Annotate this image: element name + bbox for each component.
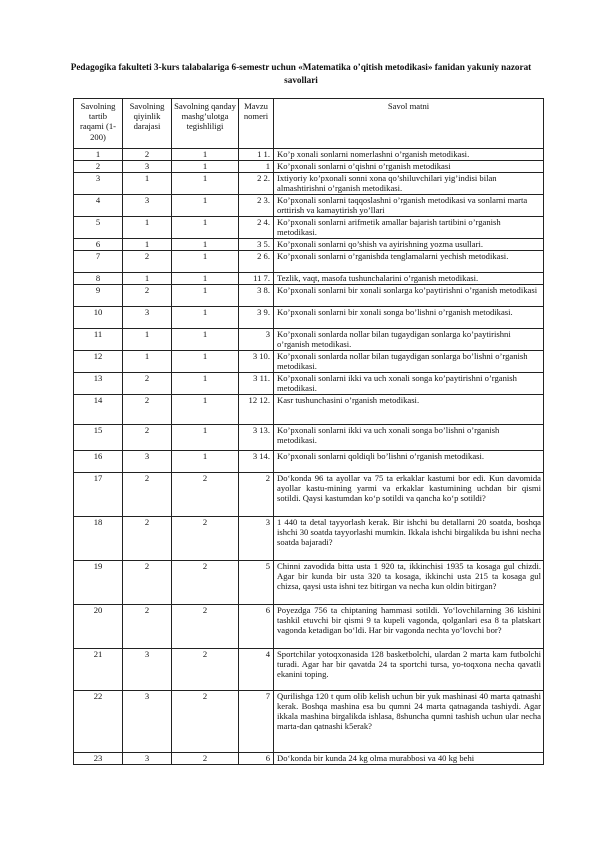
- questions-table: [73, 98, 544, 765]
- header-question-number: Savolning tartib raqami (1-200): [74, 99, 123, 149]
- lesson-type-cell: 1: [172, 395, 239, 425]
- lesson-type-cell: 1: [172, 307, 239, 329]
- difficulty-cell: 3: [123, 307, 172, 329]
- topic-number-cell: 3 5.: [239, 239, 274, 251]
- topic-number-cell: 2 3.: [239, 195, 274, 217]
- question-number-cell: 19: [74, 561, 123, 605]
- topic-number-cell: 12 12.: [239, 395, 274, 425]
- difficulty-cell: 2: [123, 285, 172, 307]
- topic-number-cell: 11 7.: [239, 273, 274, 285]
- question-number-cell: 1: [74, 149, 123, 161]
- question-number-cell: 4: [74, 195, 123, 217]
- topic-number-cell: 2 2.: [239, 173, 274, 195]
- page-title: Pedagogika fakulteti 3-kurs talabalariga 6-semestr uchun «Matematika o’qitish metodikasi» fanidan yakuniy nazorat savollari: [70, 62, 532, 85]
- question-text-cell: Ko’pxonali sonlarni bir xonali sonlarga ko’paytirishni o’rganish metodikasi: [274, 285, 544, 307]
- question-text-cell: Ko’p xonali sonlarni nomerlashni o’rganish metodikasi.: [274, 149, 544, 161]
- lesson-type-cell: 1: [172, 329, 239, 351]
- topic-number-cell: 2 4.: [239, 217, 274, 239]
- question-number-cell: 5: [74, 217, 123, 239]
- lesson-type-cell: 1: [172, 425, 239, 451]
- difficulty-cell: 2: [123, 561, 172, 605]
- question-text-cell: Ko’pxonali sonlarda nollar bilan tugaydigan sonlarga ko’paytirishni o’rganish metodikasi.: [274, 329, 544, 351]
- table-row: [74, 373, 544, 395]
- difficulty-cell: 2: [123, 473, 172, 517]
- topic-number-cell: 3 8.: [239, 285, 274, 307]
- question-text-cell: Ko’pxonali sonlarni ikki va uch xonali songa ko’paytirishni o’rganish metodikasi.: [274, 373, 544, 395]
- lesson-type-cell: 1: [172, 149, 239, 161]
- question-text-cell: Ko’pxonali sonlarni o’rganishda tenglamalarni yechish metodikasi.: [274, 251, 544, 273]
- difficulty-cell: 2: [123, 251, 172, 273]
- topic-number-cell: 5: [239, 561, 274, 605]
- lesson-type-cell: 1: [172, 195, 239, 217]
- difficulty-cell: 2: [123, 373, 172, 395]
- question-number-cell: 12: [74, 351, 123, 373]
- difficulty-cell: 1: [123, 273, 172, 285]
- topic-number-cell: 3 13.: [239, 425, 274, 451]
- lesson-type-cell: 2: [172, 561, 239, 605]
- topic-number-cell: 6: [239, 753, 274, 765]
- question-text-cell: Ko’pxonali sonlarni taqqoslashni o’rganish metodikasi va sonlarni marta orttirish va kamaytirish yo’llari: [274, 195, 544, 217]
- lesson-type-cell: 1: [172, 285, 239, 307]
- difficulty-cell: 3: [123, 451, 172, 473]
- question-text-cell: Ko’pxonali sonlarda nollar bilan tugaydigan sonlarga bo’lishni o’rganish metodikasi.: [274, 351, 544, 373]
- difficulty-cell: 3: [123, 691, 172, 753]
- question-text-cell: Ko’pxonali sonlarni bir xonali songa bo’lishni o’rganish metodikasi.: [274, 307, 544, 329]
- header-lesson-type: Savolning qanday mashg’ulotga tegishliligi: [172, 99, 239, 149]
- header-question-text: Savol matni: [274, 99, 544, 149]
- question-number-cell: 23: [74, 753, 123, 765]
- table-row: [74, 217, 544, 239]
- lesson-type-cell: 1: [172, 273, 239, 285]
- question-text-cell: Qurilishga 120 t qum olib kelish uchun bir yuk mashinasi 40 marta qatnashi kerak. Boshqa mashina esa bu qumni 24 marta qatnaganda tashiydi. Agar ikkala mashina birgalikda ishlasa, 8shuncha qumni tashish uchun ular necha marta-dan qatnashi k5erak?: [274, 691, 544, 753]
- topic-number-cell: 3 9.: [239, 307, 274, 329]
- question-number-cell: 10: [74, 307, 123, 329]
- lesson-type-cell: 2: [172, 517, 239, 561]
- question-number-cell: 18: [74, 517, 123, 561]
- difficulty-cell: 2: [123, 395, 172, 425]
- topic-number-cell: 1 1.: [239, 149, 274, 161]
- difficulty-cell: 1: [123, 351, 172, 373]
- question-number-cell: 22: [74, 691, 123, 753]
- difficulty-cell: 2: [123, 149, 172, 161]
- difficulty-cell: 2: [123, 425, 172, 451]
- lesson-type-cell: 1: [172, 351, 239, 373]
- question-text-cell: Ko’pxonali sonlarni qo’shish va ayirishning yozma usullari.: [274, 239, 544, 251]
- table-row: [74, 691, 544, 753]
- lesson-type-cell: 2: [172, 473, 239, 517]
- topic-number-cell: 3 11.: [239, 373, 274, 395]
- topic-number-cell: 3 14.: [239, 451, 274, 473]
- lesson-type-cell: 1: [172, 373, 239, 395]
- table-row: [74, 605, 544, 649]
- lesson-type-cell: 1: [172, 251, 239, 273]
- table-row: [74, 561, 544, 605]
- question-number-cell: 3: [74, 173, 123, 195]
- table-row: [74, 251, 544, 273]
- topic-number-cell: 2 6.: [239, 251, 274, 273]
- lesson-type-cell: 2: [172, 691, 239, 753]
- question-text-cell: Ko’pxonali sonlarni ikki va uch xonali songa bo’lishni o’rganish metodikasi.: [274, 425, 544, 451]
- question-text-cell: Ko’pxonali sonlarni o’qishni o’rganish metodikasi: [274, 161, 544, 173]
- question-number-cell: 13: [74, 373, 123, 395]
- topic-number-cell: 7: [239, 691, 274, 753]
- table-row: [74, 451, 544, 473]
- lesson-type-cell: 2: [172, 605, 239, 649]
- table-row: [74, 173, 544, 195]
- lesson-type-cell: 1: [172, 451, 239, 473]
- topic-number-cell: 4: [239, 649, 274, 691]
- difficulty-cell: 1: [123, 173, 172, 195]
- table-row: [74, 473, 544, 517]
- table-header-row: [74, 99, 544, 149]
- topic-number-cell: 6: [239, 605, 274, 649]
- header-difficulty: Savolning qiyinlik darajasi: [123, 99, 172, 149]
- question-text-cell: Sportchilar yotoqxonasida 128 basketbolchi, ulardan 2 marta kam futbolchi turadi. Agar har bir qavatda 24 ta sportchi tursa, yo-toqxona necha qavatli ekanini toping.: [274, 649, 544, 691]
- question-number-cell: 9: [74, 285, 123, 307]
- question-text-cell: Do‘konda bir kunda 24 kg olma murabbosi va 40 kg behi: [274, 753, 544, 765]
- topic-number-cell: 3: [239, 517, 274, 561]
- difficulty-cell: 2: [123, 517, 172, 561]
- question-number-cell: 14: [74, 395, 123, 425]
- difficulty-cell: 3: [123, 161, 172, 173]
- table-row: [74, 753, 544, 765]
- difficulty-cell: 1: [123, 329, 172, 351]
- question-number-cell: 20: [74, 605, 123, 649]
- question-number-cell: 7: [74, 251, 123, 273]
- header-topic-number: Mavzu nomeri: [239, 99, 274, 149]
- question-text-cell: Ko’pxonali sonlarni qoldiqli bo’lishni o’rganish metodikasi.: [274, 451, 544, 473]
- table-row: [74, 195, 544, 217]
- question-number-cell: 15: [74, 425, 123, 451]
- table-row: [74, 161, 544, 173]
- table-row: [74, 517, 544, 561]
- table-row: [74, 351, 544, 373]
- question-text-cell: Ixtiyoriy ko’pxonali sonni xona qo’shiluvchilari yig’indisi bilan almashtirishni o’rganish metodikasi.: [274, 173, 544, 195]
- table-row: [74, 425, 544, 451]
- table-row: [74, 285, 544, 307]
- question-number-cell: 17: [74, 473, 123, 517]
- table-row: [74, 149, 544, 161]
- table-row: [74, 239, 544, 251]
- difficulty-cell: 3: [123, 195, 172, 217]
- lesson-type-cell: 2: [172, 753, 239, 765]
- difficulty-cell: 3: [123, 649, 172, 691]
- lesson-type-cell: 2: [172, 649, 239, 691]
- difficulty-cell: 3: [123, 753, 172, 765]
- question-text-cell: Do‘konda 96 ta ayollar va 75 ta erkaklar kastumi bor edi. Kun davomida ayollar kastu-mining yarmi va erkaklar kastumining uchdan bir qismi sotildi. Qaysi kastumdan ko‘p sotildi va qancha ko‘p sotildi?: [274, 473, 544, 517]
- topic-number-cell: 3: [239, 329, 274, 351]
- difficulty-cell: 1: [123, 239, 172, 251]
- table-row: [74, 395, 544, 425]
- table-row: [74, 329, 544, 351]
- question-text-cell: Poyezdga 756 ta chiptaning hammasi sotildi. Yo‘lovchilarning 36 kishini tashkil etuvchi bir qismi 9 ta kupeli vagonda, qolganlari esa 8 ta platskart vagonda ketadigan bo‘ldi. Har bir vagonda nechta yo‘lovchi bor?: [274, 605, 544, 649]
- difficulty-cell: 1: [123, 217, 172, 239]
- question-number-cell: 11: [74, 329, 123, 351]
- question-number-cell: 16: [74, 451, 123, 473]
- question-number-cell: 6: [74, 239, 123, 251]
- table-row: [74, 273, 544, 285]
- question-text-cell: Ko’pxonali sonlarni arifmetik amallar bajarish tartibini o’rganish metodikasi.: [274, 217, 544, 239]
- topic-number-cell: 1: [239, 161, 274, 173]
- question-number-cell: 2: [74, 161, 123, 173]
- lesson-type-cell: 1: [172, 161, 239, 173]
- topic-number-cell: 2: [239, 473, 274, 517]
- question-number-cell: 21: [74, 649, 123, 691]
- difficulty-cell: 2: [123, 605, 172, 649]
- question-text-cell: Tezlik, vaqt, masofa tushunchalarini o’rganish metodikasi.: [274, 273, 544, 285]
- lesson-type-cell: 1: [172, 217, 239, 239]
- lesson-type-cell: 1: [172, 239, 239, 251]
- question-text-cell: Kasr tushunchasini o’rganish metodikasi.: [274, 395, 544, 425]
- table-row: [74, 649, 544, 691]
- question-text-cell: 1 440 ta detal tayyorlash kerak. Bir ishchi bu detallarni 20 soatda, boshqa ishchi 30 soatda tayyorlashi mumkin. Ikkala ishchi birgalikda bu ishni necha soatda bajaradi?: [274, 517, 544, 561]
- question-text-cell: Chinni zavodida bitta usta 1 920 ta, ikkinchisi 1935 ta kosaga gul chizdi. Agar bir kunda bir usta 320 ta kosaga, ikkinchi usta 215 ta kosaga gul chizsa, qaysi usta ishni tez bitirgan va necha kun oldin bitirgan?: [274, 561, 544, 605]
- table-row: [74, 307, 544, 329]
- lesson-type-cell: 1: [172, 173, 239, 195]
- question-number-cell: 8: [74, 273, 123, 285]
- topic-number-cell: 3 10.: [239, 351, 274, 373]
